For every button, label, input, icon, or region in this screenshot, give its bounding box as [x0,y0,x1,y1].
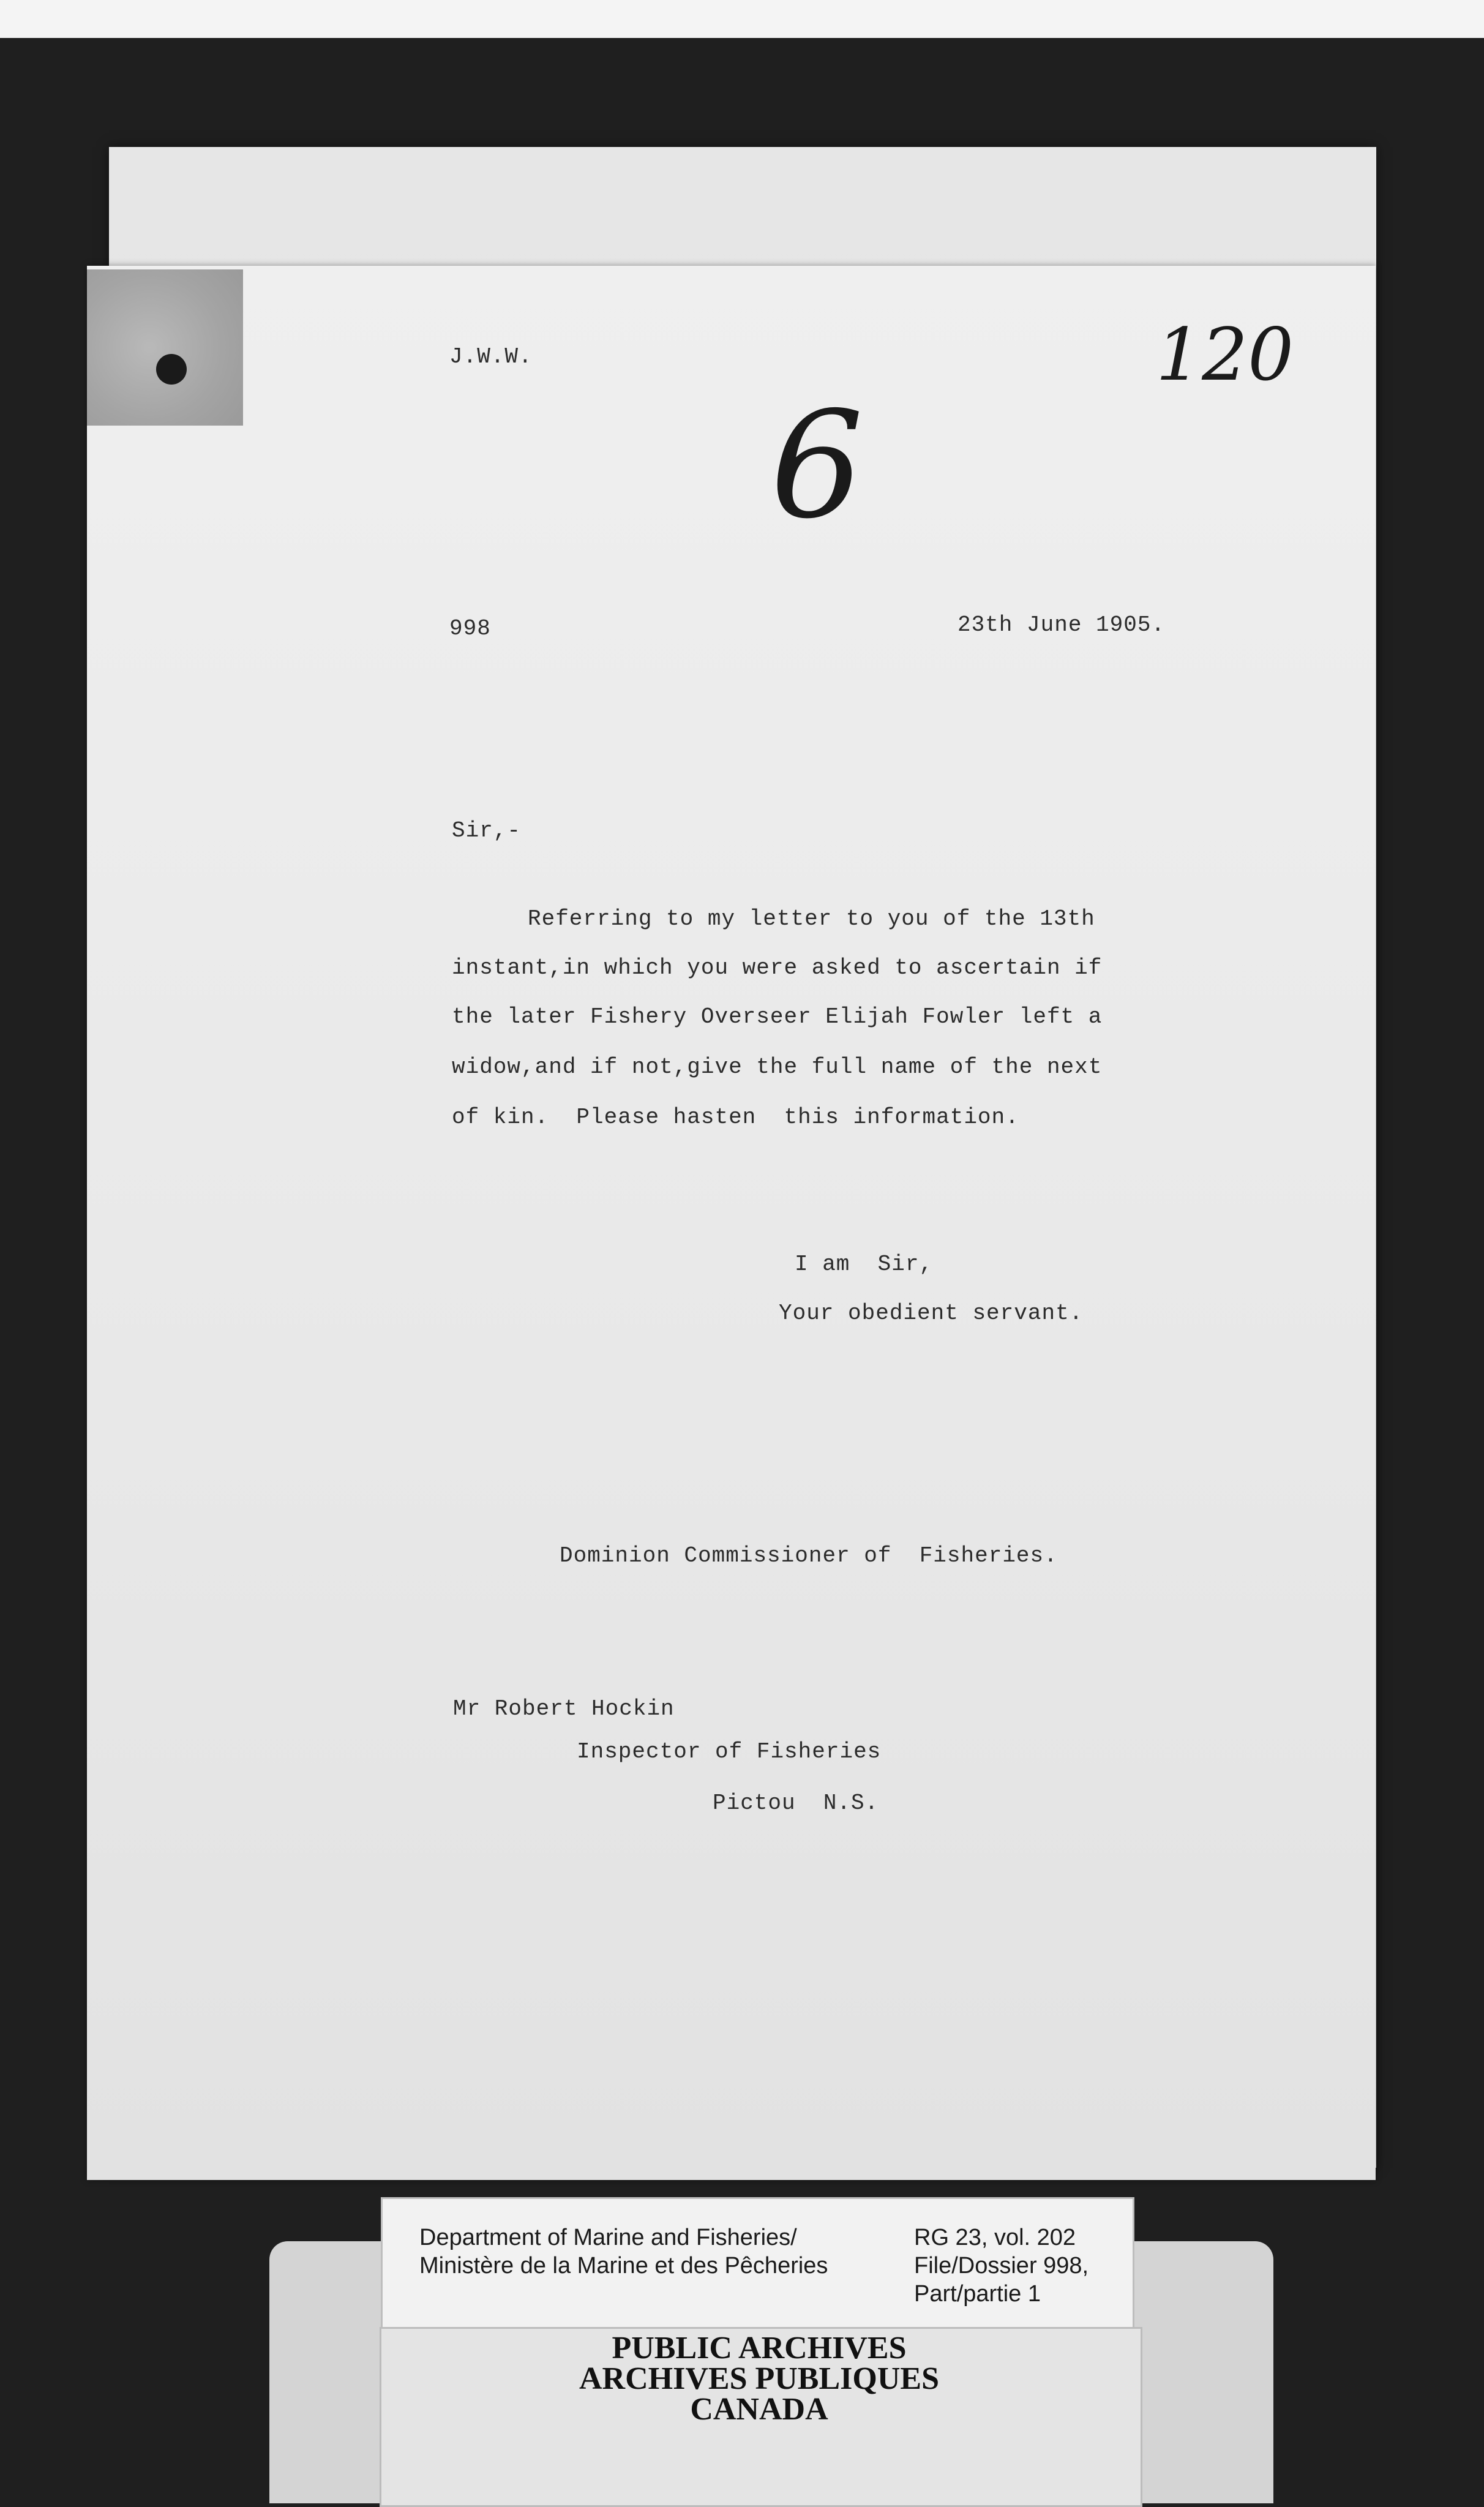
department-fr: Ministère de la Marine et des Pêcheries [419,2253,828,2279]
department-en: Department of Marine and Fisheries/ [419,2225,797,2250]
reference-line: File/Dossier 998, [914,2253,1089,2279]
archive-label [381,2197,1134,2331]
reference-line: RG 23, vol. 202 [914,2225,1076,2250]
stamp-line: ARCHIVES PUBLIQUES [579,2361,940,2396]
body-line: instant,in which you were asked to ascertain if [452,955,1103,980]
recipient-name: Mr Robert Hockin [453,1696,675,1721]
body-line: widow,and if not,give the full name of the next [452,1054,1103,1080]
handwritten-mark: 6 [770,380,864,551]
file-number: 998 [449,616,491,641]
letter-sheet [87,266,1376,2180]
folio-number: 120 [1156,312,1294,397]
closing-line: I am Sir, [795,1252,934,1277]
body-line: the later Fishery Overseer Elijah Fowler left a [452,1004,1103,1029]
initials: J.W.W. [449,344,533,369]
stamp-line: PUBLIC ARCHIVES [612,2331,907,2366]
tape-patch [87,269,243,426]
signature-block: Dominion Commissioner of Fisheries. [560,1543,1058,1568]
closing-line: Your obedient servant. [779,1301,1084,1326]
punch-hole [156,354,187,385]
stamp-line: CANADA [690,2392,828,2427]
body-line: Referring to my letter to you of the 13th [528,906,1095,931]
recipient-place: Pictou N.S. [713,1791,879,1816]
department-text [419,2223,828,2280]
reference-line: Part/partie 1 [914,2281,1041,2307]
recipient-title: Inspector of Fisheries [577,1739,882,1764]
top-margin-strip [0,0,1484,38]
reference-text [914,2223,1089,2308]
letter-date: 23th June 1905. [957,612,1166,637]
archives-stamp [380,2327,1139,2425]
salutation: Sir,- [452,818,522,843]
body-line: of kin. Please hasten this information. [452,1105,1019,1130]
